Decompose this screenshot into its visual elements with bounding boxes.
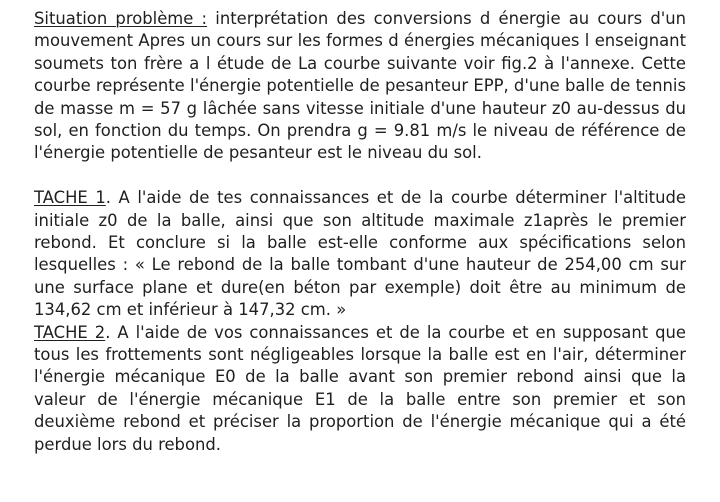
tache1-paragraph: [34, 187, 686, 321]
situation-body: Apres un cours sur les formes d énergies mécaniques l enseignant soumets ton frère a l étude de La courbe suivante voir fig.2 à l'annexe. Cette courbe représente l'énergie potentielle de pesanteur EPP, d'une balle de tennis de masse m = 57 g lâchée sans vitesse initiale d'une hauteur z0 au-dessus du sol, en fonction du temps. On prendra g = 9.81 m/s le niveau de référence de l'énergie potentielle de pesanteur est le niveau du sol.: [34, 31, 686, 163]
tache1-label: TACHE 1: [34, 188, 106, 208]
situation-paragraph: [34, 8, 686, 165]
tache1-text: . A l'aide de tes connaissances et de la courbe déterminer l'altitude initiale z0 de la balle, ainsi que son altitude maximale z1après le premier rebond. Et conclure si la balle est-elle conforme aux spécifications selon lesquelles : « Le rebond de la balle tombant d'une hauteur de 254,00 cm sur une surface plane et dure(en béton par exemple) doit être au minimum de 134,62 cm et inférieur à 147,32 cm. »: [34, 188, 686, 320]
situation-title: interprétation des conversions d énergie au cours d'un mouvement: [34, 9, 687, 51]
situation-label: Situation problème :: [34, 9, 208, 28]
paragraph-gap: [34, 165, 686, 187]
tache2-label: TACHE 2: [34, 322, 106, 342]
document-page: [34, 8, 686, 456]
tache2-paragraph: [34, 322, 686, 456]
tache2-text: . A l'aide de vos connaissances et de la courbe et en supposant que tous les frottements sont négligeables lorsque la balle est en l'air, déterminer l'énergie mécanique E0 de la balle avant son premier rebond ainsi que la valeur de l'énergie mécanique E1 de la balle entre son premier et son deuxième rebond et préciser la proportion de l'énergie mécanique qui a été perdue lors du rebond.: [34, 322, 687, 454]
